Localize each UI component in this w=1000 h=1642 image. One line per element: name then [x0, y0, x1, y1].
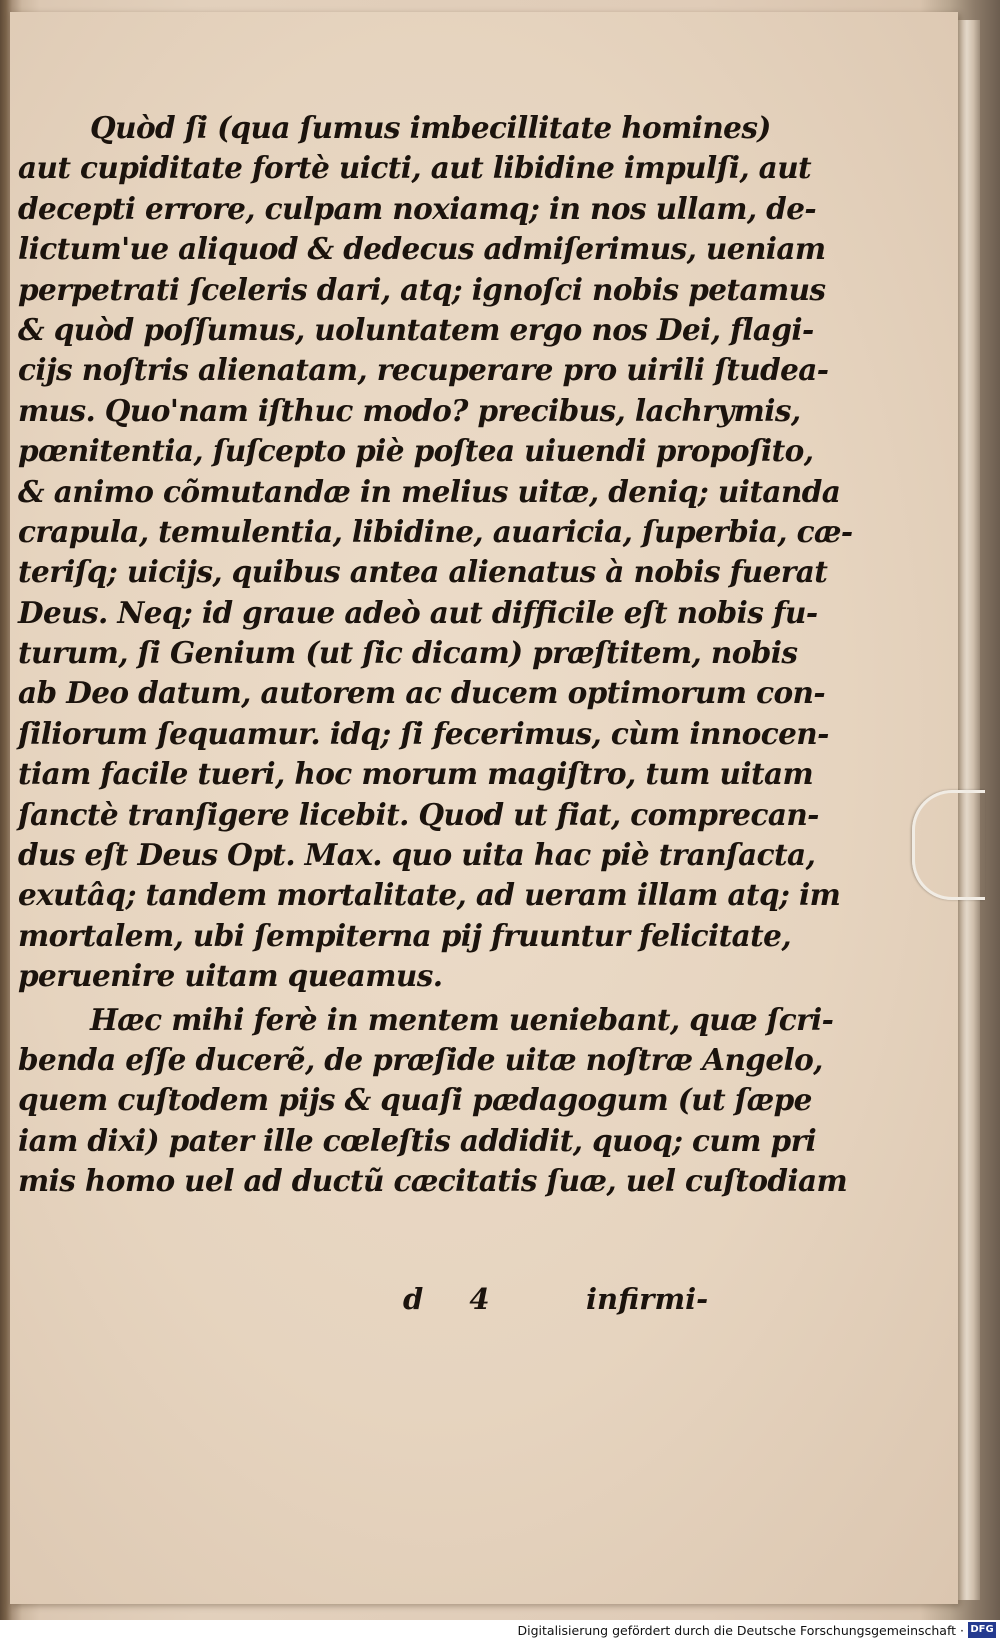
- text-line: cijs noſtris alienatam, recuperare pro uirili ſtudea-: [18, 352, 829, 388]
- digitization-credit: Digitalisierung gefördert durch die Deutsche Forschungsgemeinschaft ·: [517, 1623, 964, 1638]
- text-line: exutâq; tandem mortalitate, ad ueram illam atq; im: [18, 877, 841, 913]
- text-line: turum, ſi Genium (ut ſic dicam) præſtitem, nobis: [18, 635, 798, 671]
- text-line: teriſq; uicijs, quibus antea alienatus à nobis fuerat: [18, 554, 828, 590]
- text-line: mortalem, ubi ſempiterna pij fruuntur felicitate,: [18, 917, 792, 953]
- text-line: mis homo uel ad ductũ cæcitatis ſuæ, uel cuſtodiam: [18, 1163, 848, 1199]
- text-line: & quòd poſſumus, uoluntatem ergo nos Dei, flagi-: [18, 311, 814, 347]
- text-line: ab Deo datum, autorem ac ducem optimorum con-: [18, 675, 826, 711]
- text-line: decepti errore, culpam noxiamq; in nos ullam, de-: [18, 190, 817, 226]
- text-line: Quòd ſi (qua ſumus imbecillitate homines): [90, 110, 771, 145]
- text-line: ſanctè tranſigere licebit. Quod ut fiat, comprecan-: [18, 796, 819, 832]
- dfg-logo: DFG: [968, 1622, 996, 1638]
- text-line: Hæc mihi ferè in mentem ueniebant, quæ ſcri-: [90, 1001, 834, 1037]
- text-line: benda eſſe ducerẽ, de præſide uitæ noſtræ Angelo,: [18, 1041, 823, 1077]
- text-line: peruenire uitam queamus.: [18, 958, 443, 994]
- text-line: dus eſt Deus Opt. Max. quo uita hac piè tranſacta,: [18, 837, 816, 873]
- text-line: tiam facile tueri, hoc morum magiſtro, tum uitam: [18, 756, 814, 792]
- text-line: aut cupiditate fortè uicti, aut libidine impulſi, aut: [18, 150, 812, 186]
- page-footer-line: [18, 1282, 708, 1322]
- text-line: crapula, temulentia, libidine, auaricia, ſuperbia, cæ-: [18, 513, 853, 549]
- text-line: perpetrati ſceleris dari, atq; ignoſci nobis petamus: [18, 271, 826, 307]
- text-line: Deus. Neq; id graue adeò aut difficile eſt nobis fu-: [18, 594, 818, 630]
- text-line: ſiliorum ſequamur. idq; ſi fecerimus, cùm innocen-: [18, 715, 829, 751]
- catchword: infirmi-: [586, 1282, 709, 1316]
- text-line: mus. Quo'nam iſthuc modo? precibus, lachrymis,: [18, 392, 801, 428]
- text-line: iam dixi) pater ille cœleſtis addidit, quoq; cum pri: [18, 1122, 817, 1158]
- page-text: [18, 108, 853, 1202]
- page-clip: [912, 790, 985, 900]
- signature-mark: d 4: [403, 1282, 508, 1316]
- text-line: & animo cõmutandæ in melius uitæ, deniq; uitanda: [18, 473, 841, 509]
- text-line: lictum'ue aliquod & dedecus admiſerimus, ueniam: [18, 231, 826, 267]
- text-line: quem cuſtodem pijs & quaſi pædagogum (ut ſæpe: [18, 1082, 812, 1118]
- text-line: pœnitentia, ſuſcepto piè poſtea uiuendi propoſito,: [18, 433, 814, 469]
